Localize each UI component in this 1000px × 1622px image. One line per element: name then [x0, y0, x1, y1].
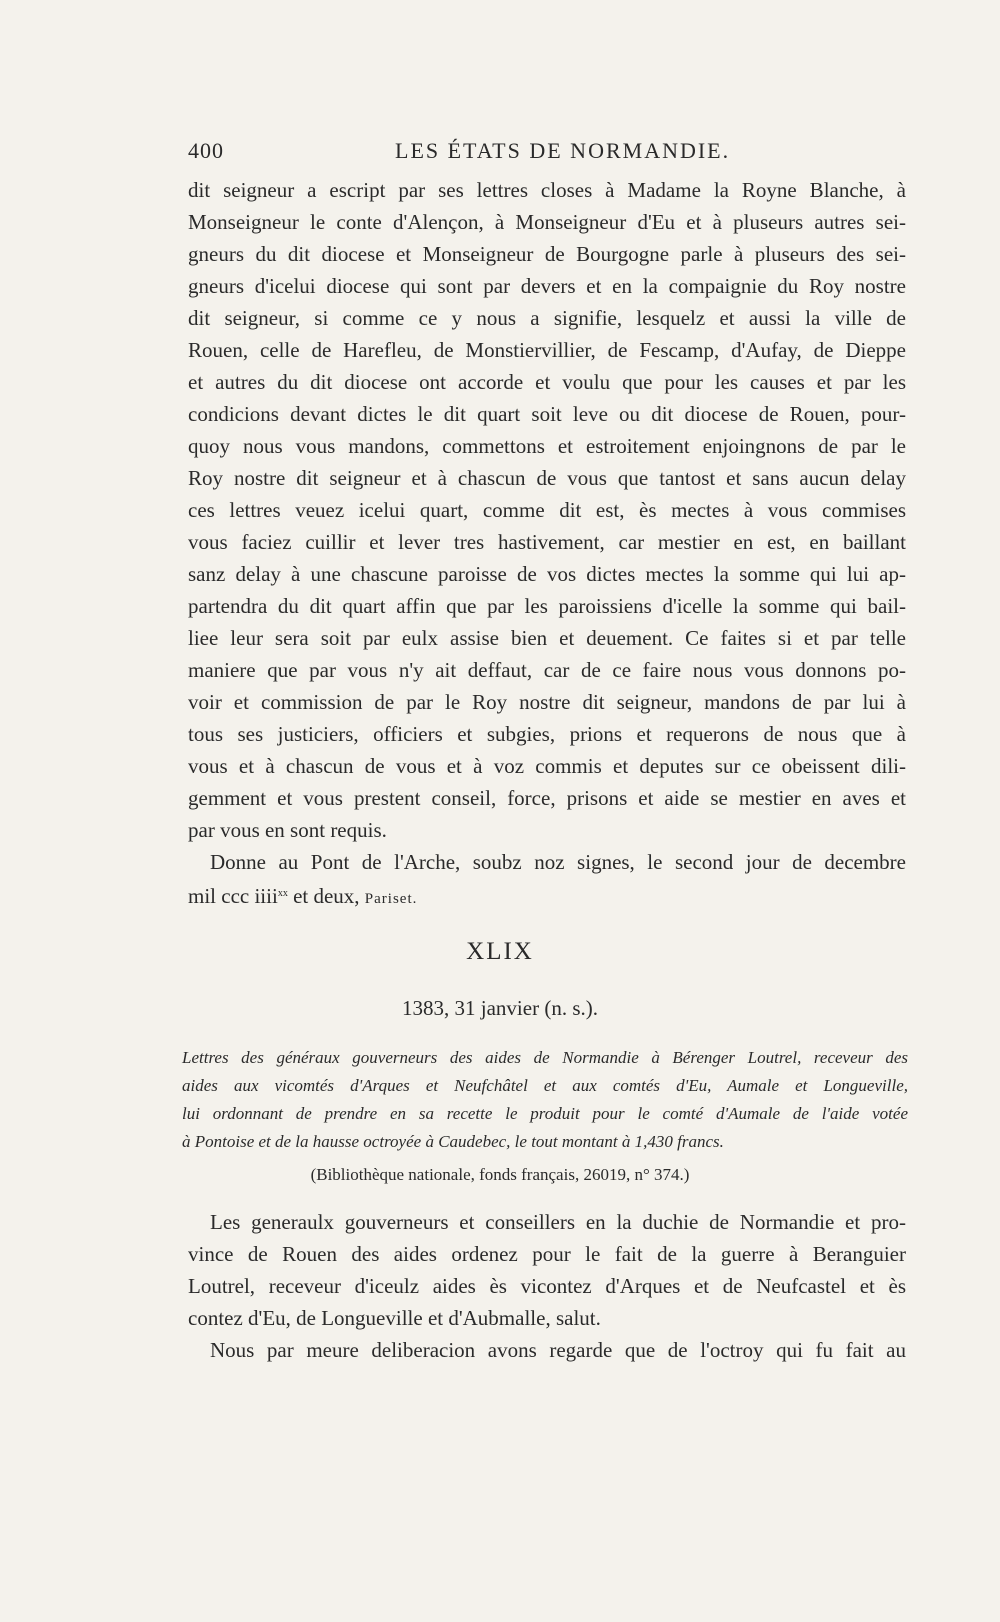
source-citation: (Bibliothèque nationale, fonds français, 26019, n° 374.): [310, 1165, 690, 1184]
text-line: par vous en sont requis.: [188, 818, 387, 842]
text-line: gemment et vous prestent conseil, force, prisons et aide se mestier en aves et: [188, 786, 906, 810]
text-line: Roy nostre dit seigneur et à chascun de vous que tantost et sans aucun delay: [188, 466, 906, 490]
text-line: quoy nous vous mandons, commettons et estroitement enjoingnons de par le: [188, 434, 906, 458]
text-line: Nous par meure deliberacion avons regarde que de l'octroy qui fu fait au: [210, 1338, 906, 1362]
text-line: Rouen, celle de Harefleu, de Monstiervillier, de Fescamp, d'Aufay, de Dieppe: [188, 338, 906, 362]
text-line: gneurs du dit diocese et Monseigneur de Bourgogne parle à pluseurs des sei-: [188, 242, 906, 266]
text-line: contez d'Eu, de Longueville et d'Aubmalle, salut.: [188, 1306, 601, 1330]
text-line: Les generaulx gouverneurs et conseillers en la duchie de Normandie et pro-: [210, 1210, 906, 1234]
text-line: voir et commission de par le Roy nostre dit seigneur, mandons de par lui à: [188, 690, 906, 714]
document-date: 1383, 31 janvier (n. s.).: [402, 996, 598, 1020]
text-line: condicions devant dictes le dit quart soit leve ou dit diocese de Rouen, pour-: [188, 402, 906, 426]
text-line: partendra du dit quart affin que par les paroissiens d'icelle la somme qui bail-: [188, 594, 906, 618]
summary-line: à Pontoise et de la hausse octroyée à Caudebec, le tout montant à 1,430 francs.: [182, 1132, 724, 1151]
text-line: Monseigneur le conte d'Alençon, à Monseigneur d'Eu et à pluseurs autres sei-: [188, 210, 906, 234]
summary-line: aides aux vicomtés d'Arques et Neufchâtel et aux comtés d'Eu, Aumale et Longueville,: [182, 1076, 908, 1095]
text-line: dit seigneur, si comme ce y nous a signifie, lesquelz et aussi la ville de: [188, 306, 906, 330]
text-line: dit seigneur a escript par ses lettres closes à Madame la Royne Blanche, à: [188, 178, 906, 202]
text-line: vous et à chascun de vous et à voz commis et deputes sur ce obeissent dili-: [188, 754, 906, 778]
text-line: et autres du dit diocese ont accorde et voulu que pour les causes et par les: [188, 370, 906, 394]
summary-line: lui ordonnant de prendre en sa recette le produit pour le comté d'Aumale de l'aide votée: [182, 1104, 908, 1123]
text-line: Loutrel, receveur d'iceulz aides ès vicontez d'Arques et de Neufcastel et ès: [188, 1274, 906, 1298]
closing-line: Donne au Pont de l'Arche, soubz noz signes, le second jour de decembre: [210, 850, 906, 874]
text-line: vince de Rouen des aides ordenez pour le fait de la guerre à Beranguier: [188, 1242, 906, 1266]
closing-date-superscript: xx: [277, 888, 288, 899]
text-line: ces lettres veuez icelui quart, comme dit est, ès mectes à vous commises: [188, 498, 906, 522]
running-title: LES ÉTATS DE NORMANDIE.: [395, 138, 731, 163]
running-head: [188, 138, 908, 168]
closing-date-line: [188, 878, 906, 910]
signature: Pariset.: [364, 891, 418, 907]
text-line: tous ses justiciers, officiers et subgies, prions et requerons de nous que à: [188, 722, 906, 746]
text-line: gneurs d'icelui diocese qui sont par devers et en la compaignie du Roy nostre: [188, 274, 906, 298]
text-line: sanz delay à une chascune paroisse de vos dictes mectes la somme qui lui ap-: [188, 562, 906, 586]
page-number: 400: [188, 138, 224, 163]
text-line: vous faciez cuillir et lever tres hastivement, car mestier en est, en baillant: [188, 530, 906, 554]
closing-date: mil ccc iiii: [188, 884, 278, 908]
closing-date-end: et deux,: [287, 884, 365, 908]
text-line: maniere que par vous n'y ait deffaut, car de ce faire nous vous donnons po-: [188, 658, 906, 682]
text-line: liee leur sera soit par eulx assise bien et deuement. Ce faites si et par telle: [188, 626, 906, 650]
summary-line: Lettres des généraux gouverneurs des aides de Normandie à Bérenger Loutrel, receveur des: [182, 1048, 908, 1067]
document-number: XLIX: [466, 938, 534, 965]
